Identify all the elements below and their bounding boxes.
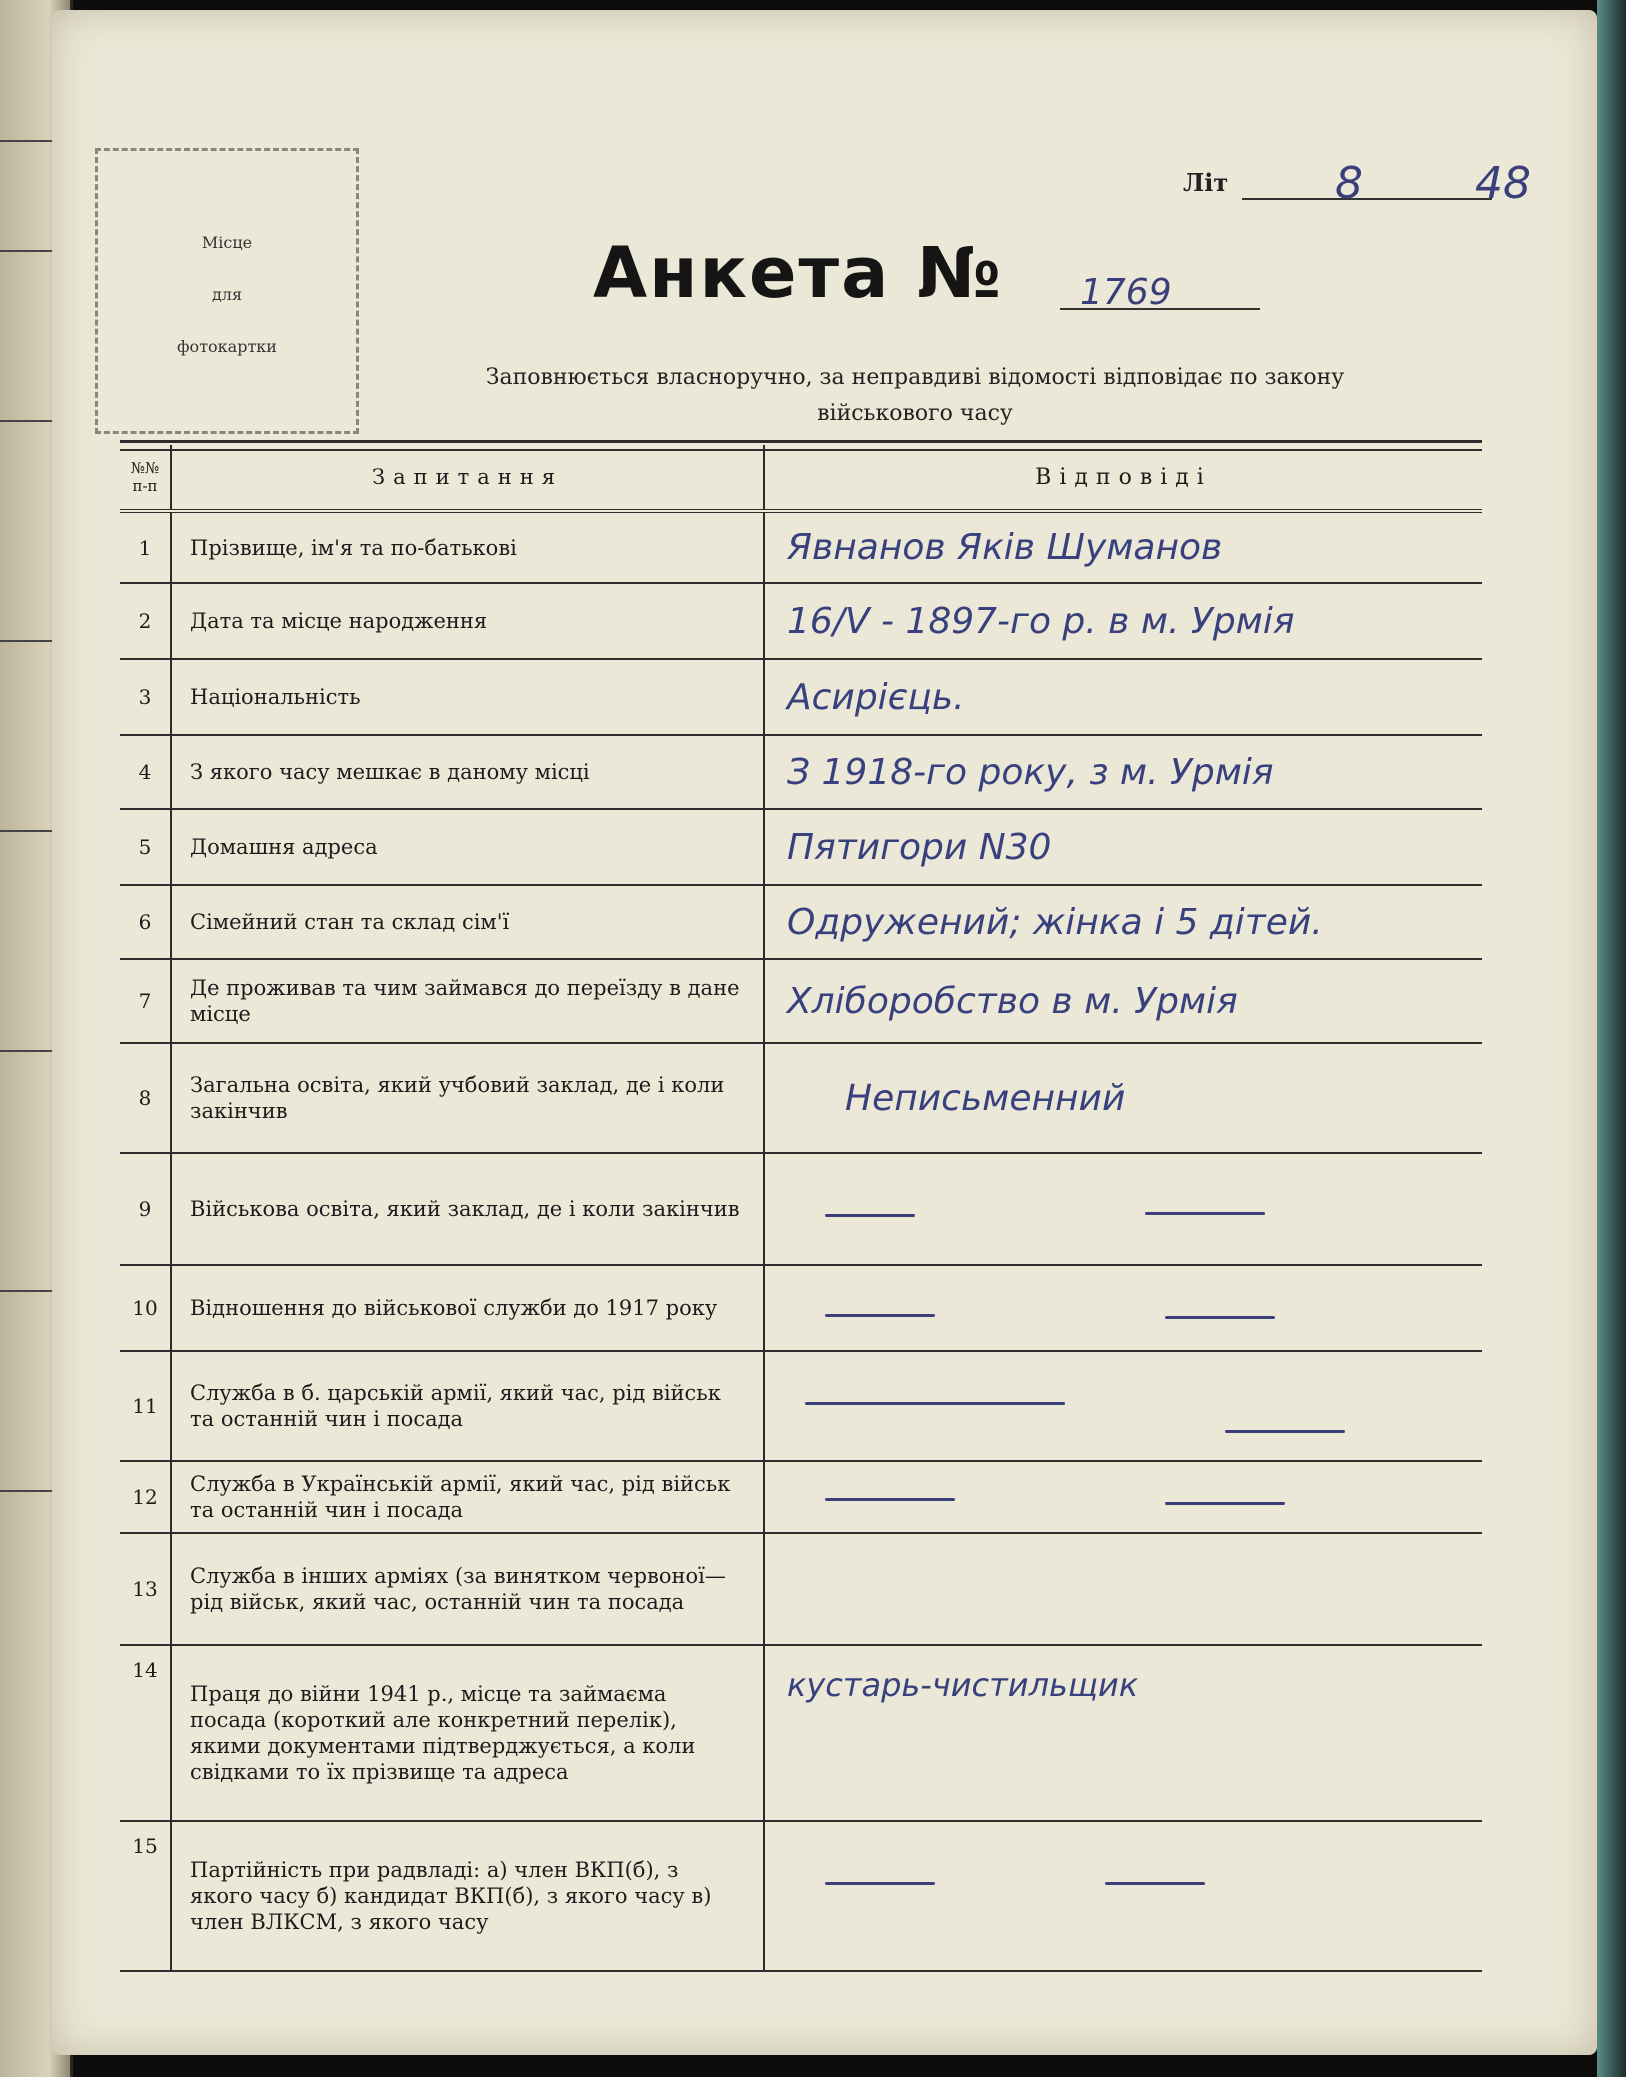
row-answer: Хліборобство в м. Урмія — [764, 959, 1482, 1043]
row-question: Загальна освіта, який учбовий заклад, де і коли закінчив — [171, 1043, 764, 1153]
sheet-number-1: 8 — [1335, 158, 1363, 209]
row-question: Сімейний стан та склад сім'ї — [171, 885, 764, 959]
header-answer: Відповіді — [764, 445, 1482, 511]
blank-dash — [1225, 1430, 1345, 1433]
blank-dash — [805, 1402, 1065, 1405]
table-row — [120, 1533, 1482, 1645]
header-question: Запитання — [171, 445, 764, 511]
row-answer: Явнанов Яків Шуманов — [764, 511, 1482, 583]
row-answer: Неписьменний — [764, 1043, 1482, 1153]
page-title: Анкета № — [593, 232, 1003, 314]
photo-label-line3: фотокартки — [177, 337, 277, 356]
table-row — [120, 959, 1482, 1043]
row-question: Національність — [171, 659, 764, 735]
row-number: 8 — [120, 1043, 171, 1153]
row-question: Служба в б. царській армії, який час, рід військ та останній чин і посада — [171, 1351, 764, 1461]
table-row — [120, 583, 1482, 659]
row-number: 13 — [120, 1533, 171, 1645]
row-number: 2 — [120, 583, 171, 659]
blank-dash — [1105, 1882, 1205, 1885]
blank-dash — [825, 1314, 935, 1317]
blank-dash — [825, 1498, 955, 1501]
instruction-line2: військового часу — [817, 401, 1013, 426]
row-number: 1 — [120, 511, 171, 583]
row-number: 6 — [120, 885, 171, 959]
row-answer: Асирієць. — [764, 659, 1482, 735]
row-answer: Пятигори N30 — [764, 809, 1482, 885]
row-number: 5 — [120, 809, 171, 885]
row-answer-empty — [764, 1821, 1482, 1971]
table-row — [120, 809, 1482, 885]
table-row — [120, 1821, 1482, 1971]
row-answer: кустарь-чистильщик — [764, 1645, 1482, 1821]
row-question: Домашня адреса — [171, 809, 764, 885]
row-question: Праця до війни 1941 р., місце та займаєма посада (короткий але конкретний перелік), якими документами підтверджується, а коли свідками то їх прізвище та адреса — [171, 1645, 764, 1821]
table-row — [120, 1265, 1482, 1351]
row-answer: Одружений; жінка і 5 дітей. — [764, 885, 1482, 959]
blank-dash — [1165, 1316, 1275, 1319]
row-question: Служба в Українській армії, який час, рід військ та останній чин і посада — [171, 1461, 764, 1533]
instruction-line1: Заповнюється власноручно, за неправдиві відомості відповідає по закону — [485, 365, 1345, 390]
photo-label-line2: для — [211, 285, 243, 304]
photo-placeholder — [95, 148, 359, 434]
table-row — [120, 1043, 1482, 1153]
table-header-row — [120, 445, 1482, 511]
row-number: 10 — [120, 1265, 171, 1351]
table-row — [120, 1153, 1482, 1265]
table-row — [120, 1461, 1482, 1533]
header-num: №№ п-п — [120, 445, 171, 511]
row-answer-empty — [764, 1351, 1482, 1461]
questionnaire-table — [120, 445, 1482, 1972]
table-row — [120, 511, 1482, 583]
row-answer-empty — [764, 1153, 1482, 1265]
table-row — [120, 1351, 1482, 1461]
row-number: 9 — [120, 1153, 171, 1265]
photo-label-line1: Місце — [201, 233, 253, 252]
row-question: З якого часу мешкає в даному місці — [171, 735, 764, 809]
row-number: 3 — [120, 659, 171, 735]
row-number: 12 — [120, 1461, 171, 1533]
blank-dash — [1145, 1212, 1265, 1215]
row-answer-empty — [764, 1461, 1482, 1533]
row-answer: З 1918-го року, з м. Урмія — [764, 735, 1482, 809]
sheet-label: Літ — [1183, 168, 1229, 197]
row-question: Прізвище, ім'я та по-батькові — [171, 511, 764, 583]
blank-dash — [825, 1882, 935, 1885]
folder-edge — [1597, 0, 1626, 2077]
row-question: Військова освіта, який заклад, де і коли закінчив — [171, 1153, 764, 1265]
row-number: 11 — [120, 1351, 171, 1461]
row-question: Дата та місце народження — [171, 583, 764, 659]
row-number: 15 — [120, 1821, 171, 1971]
row-question: Де проживав та чим займався до переїзду в дане місце — [171, 959, 764, 1043]
table-row — [120, 885, 1482, 959]
table-row — [120, 735, 1482, 809]
row-question: Служба в інших арміях (за винятком червоної—рід військ, який час, останній чин та посада — [171, 1533, 764, 1645]
row-answer-empty — [764, 1265, 1482, 1351]
table-row — [120, 659, 1482, 735]
row-question: Відношення до військової служби до 1917 року — [171, 1265, 764, 1351]
row-number: 14 — [120, 1645, 171, 1821]
blank-dash — [825, 1214, 915, 1217]
questionnaire-number: 1769 — [1080, 272, 1172, 313]
row-number: 7 — [120, 959, 171, 1043]
row-question: Партійність при радвладі: а) член ВКП(б), з якого часу б) кандидат ВКП(б), з якого часу в) член ВЛКСМ, з якого часу — [171, 1821, 764, 1971]
form-instruction — [360, 360, 1470, 432]
sheet-number-line — [1242, 198, 1492, 200]
row-number: 4 — [120, 735, 171, 809]
sheet-number-2: 48 — [1475, 158, 1531, 209]
row-answer: 16/V - 1897-го р. в м. Урмія — [764, 583, 1482, 659]
row-answer-empty — [764, 1533, 1482, 1645]
table-row — [120, 1645, 1482, 1821]
blank-dash — [1165, 1502, 1285, 1505]
